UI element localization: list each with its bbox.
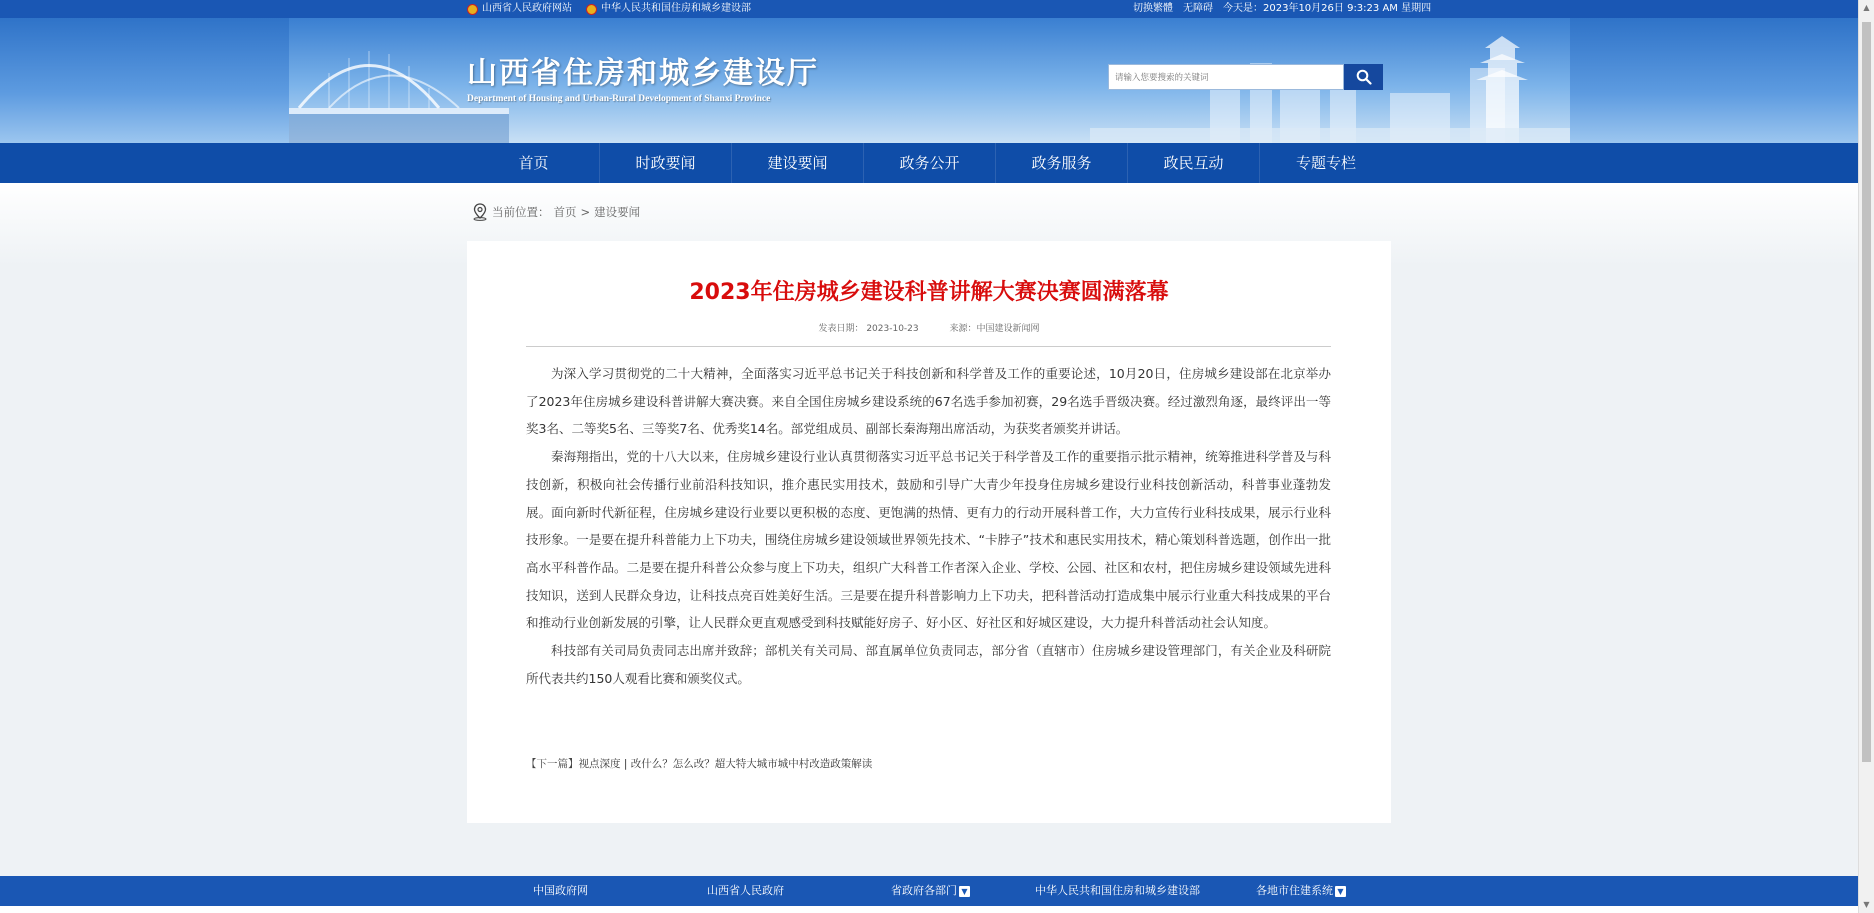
topbar-link-mohurd[interactable] (586, 0, 751, 18)
footer-link-label: 山西省人民政府 (707, 884, 784, 897)
article-paragraph: 为深入学习贯彻党的二十大精神，全面落实习近平总书记关于科技创新和科学普及工作的重要论述，10月20日，住房城乡建设部在北京举办了2023年住房城乡建设科普讲解大赛决赛。来自全国住房城乡建设系统的67名选手参加初赛，29名选手晋级决赛。经过激烈角逐，最终评出一等奖3名、二等奖5名、三等奖7名、优秀奖14名。部党组成员、副部长秦海翔出席活动，为获奖者颁奖并讲话。 (526, 366, 1331, 437)
bottom-strip (0, 906, 1858, 913)
site-subtitle: Department of Housing and Urban-Rural Development of Shanxi Province (467, 94, 771, 104)
article-source: 来源：中国建设新闻网 (949, 324, 1040, 334)
footer-link-label: 省政府各部门 (891, 884, 957, 897)
next-article-label: 【下一篇】 (526, 758, 579, 770)
topbar-link-label: 中华人民共和国住房和城乡建设部 (601, 3, 751, 14)
nav-item-government-affairs[interactable]: 政务公开 (864, 143, 996, 183)
breadcrumb-separator: > (580, 205, 591, 219)
nav-item-home[interactable]: 首页 (468, 143, 600, 183)
top-utility-bar (0, 0, 1858, 18)
nav-item-government-services[interactable]: 政务服务 (996, 143, 1128, 183)
chevron-down-icon: ▼ (959, 886, 970, 897)
breadcrumb-home-link[interactable]: 首页 (553, 205, 577, 219)
article-divider (526, 346, 1331, 347)
nav-item-construction-news[interactable]: 建设要闻 (732, 143, 864, 183)
search-button[interactable] (1344, 64, 1383, 90)
breadcrumb-current-link[interactable]: 建设要闻 (594, 205, 641, 219)
site-title: 山西省住房和城乡建设厅 (467, 56, 819, 91)
search-box (1108, 64, 1383, 90)
national-emblem-icon (586, 4, 597, 15)
footer-link-mohurd[interactable] (1035, 876, 1200, 906)
location-pin-icon (472, 203, 488, 221)
vertical-scrollbar[interactable] (1858, 0, 1874, 913)
search-input[interactable] (1108, 64, 1344, 90)
footer-dropdown-provincial-departments[interactable] (891, 876, 970, 906)
breadcrumb-label: 当前位置： (492, 205, 550, 219)
footer-link-label: 各地市住建系统 (1256, 884, 1333, 897)
footer-link-label: 中国政府网 (533, 884, 588, 897)
footer-link-label: 中华人民共和国住房和城乡建设部 (1035, 884, 1200, 897)
footer-links-bar (0, 876, 1858, 906)
footer-link-china-gov[interactable] (533, 876, 588, 906)
next-article-link[interactable]: 视点深度 | 改什么？怎么改？超大特大城市城中村改造政策解读 (578, 758, 873, 770)
footer-dropdown-city-systems[interactable] (1256, 876, 1346, 906)
article-content (526, 360, 1331, 692)
article-date: 发表日期： 2023-10-23 (818, 324, 919, 334)
article-meta (467, 321, 1391, 334)
topbar-link-label: 山西省人民政府网站 (482, 3, 572, 14)
article-paragraph: 科技部有关司局负责同志出席并致辞；部机关有关司局、部直属单位负责同志，部分省（直辖市）住房城乡建设管理部门，有关企业及科研院所代表共约150人观看比赛和颁奖仪式。 (526, 643, 1331, 686)
topbar-right (1133, 0, 1431, 18)
scroll-down-arrow-icon[interactable]: ▼ (1863, 900, 1870, 909)
breadcrumb (472, 203, 640, 221)
topbar-link-shanxi-gov[interactable] (467, 0, 572, 18)
header-banner (289, 18, 1570, 143)
article-paragraph: 秦海翔指出，党的十八大以来，住房城乡建设行业认真贯彻落实习近平总书记关于科学普及工作的重要指示批示精神，统筹推进科学普及与科技创新，积极向社会传播行业前沿科技知识，推介惠民实用技术，鼓励和引导广大青少年投身住房城乡建设行业科技创新活动，科普事业蓬勃发展。面向新时代新征程，住房城乡建设行业要以更积极的态度、更饱满的热情、更有力的行动开展科普工作，大力宣传行业科技成果，展示行业科技形象。一是要在提升科普能力上下功夫，围绕住房城乡建设领域世界领先技术、“卡脖子”技术和惠民实用技术，精心策划科普选题，创作出一批高水平科普作品。二是要在提升科普公众参与度上下功夫，组织广大科普工作者深入企业、学校、公园、社区和农村，把住房城乡建设领域先进科技知识，送到人民群众身边，让科技点亮百姓美好生活。三是要在提升科普影响力上下功夫，把科普活动打造成集中展示行业重大科技成果的平台和推动行业创新发展的引擎，让人民群众更直观感受到科技赋能好房子、好小区、好社区和好城区建设，大力提升科普活动社会认知度。 (526, 449, 1331, 631)
switch-traditional-link[interactable]: 切换繁體 (1133, 3, 1173, 14)
article-title: 2023年住房城乡建设科普讲解大赛决赛圆满落幕 (689, 280, 1169, 305)
search-icon (1356, 69, 1372, 85)
nav-item-public-interaction[interactable]: 政民互动 (1128, 143, 1260, 183)
national-emblem-icon (467, 4, 478, 15)
nav-item-current-affairs[interactable]: 时政要闻 (600, 143, 732, 183)
today-datetime: 今天是：2023年10月26日 9:3:23 AM 星期四 (1223, 3, 1432, 14)
footer-link-shanxi-gov[interactable] (707, 876, 784, 906)
chevron-down-icon: ▼ (1335, 886, 1346, 897)
scroll-up-arrow-icon[interactable]: ▲ (1863, 3, 1870, 12)
scrollbar-thumb[interactable] (1862, 22, 1871, 762)
article-panel (467, 241, 1391, 823)
accessibility-link[interactable]: 无障碍 (1183, 3, 1213, 14)
header-banner-background (0, 18, 1858, 143)
topbar-links (467, 0, 751, 18)
main-nav (0, 143, 1858, 183)
nav-item-special-topics[interactable]: 专题专栏 (1295, 154, 1356, 172)
next-article (526, 756, 872, 771)
